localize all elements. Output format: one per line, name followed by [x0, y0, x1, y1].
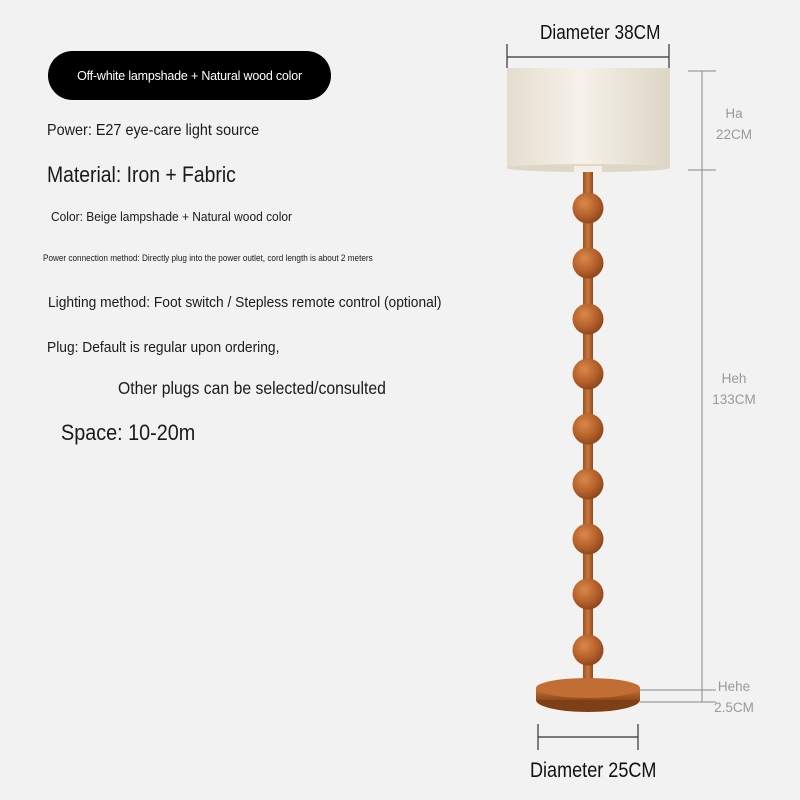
wood-bead [573, 304, 604, 335]
base-height-label [704, 676, 764, 718]
wood-bead [573, 635, 604, 666]
wood-beads [573, 193, 604, 666]
lampshade [507, 68, 670, 174]
pole-height-label [704, 368, 764, 410]
base-height-value: 2.5CM [714, 700, 754, 715]
spec-plug-other: Other plugs can be selected/consulted [118, 378, 386, 398]
spec-power: Power: E27 eye-care light source [47, 122, 260, 139]
shade-height-label [704, 103, 764, 145]
spec-lighting-method: Lighting method: Foot switch / Stepless remote control (optional) [48, 294, 442, 311]
spec-power-connection: Power connection method: Directly plug into the power outlet, cord length is about 2 meters [43, 253, 373, 264]
spec-space: Space: 10-20m [61, 420, 196, 445]
wood-bead [573, 359, 604, 390]
pole-height-value: 133CM [712, 392, 756, 407]
lamp-base [536, 678, 640, 712]
badge-label: Off-white lampshade + Natural wood color [77, 68, 302, 83]
shade-height-value: 22CM [715, 127, 752, 142]
wood-bead [573, 193, 604, 224]
base-diameter-label: Diameter 25CM [530, 759, 657, 782]
spec-material: Material: Iron + Fabric [47, 162, 236, 187]
spec-color: Color: Beige lampshade + Natural wood color [51, 209, 292, 224]
wood-bead [573, 469, 604, 500]
shade-diameter-label: Diameter 38CM [540, 22, 661, 44]
wood-bead [573, 414, 604, 445]
shade-height-name: Ha [725, 106, 743, 121]
base-diameter-dimension [538, 724, 638, 750]
spec-plug: Plug: Default is regular upon ordering, [47, 339, 280, 356]
wood-bead [573, 579, 604, 610]
shade-diameter-dimension [507, 44, 669, 68]
base-height-name: Hehe [717, 679, 751, 694]
pole-height-name: Heh [721, 371, 747, 386]
wood-bead [573, 524, 604, 555]
wood-bead [573, 248, 604, 279]
